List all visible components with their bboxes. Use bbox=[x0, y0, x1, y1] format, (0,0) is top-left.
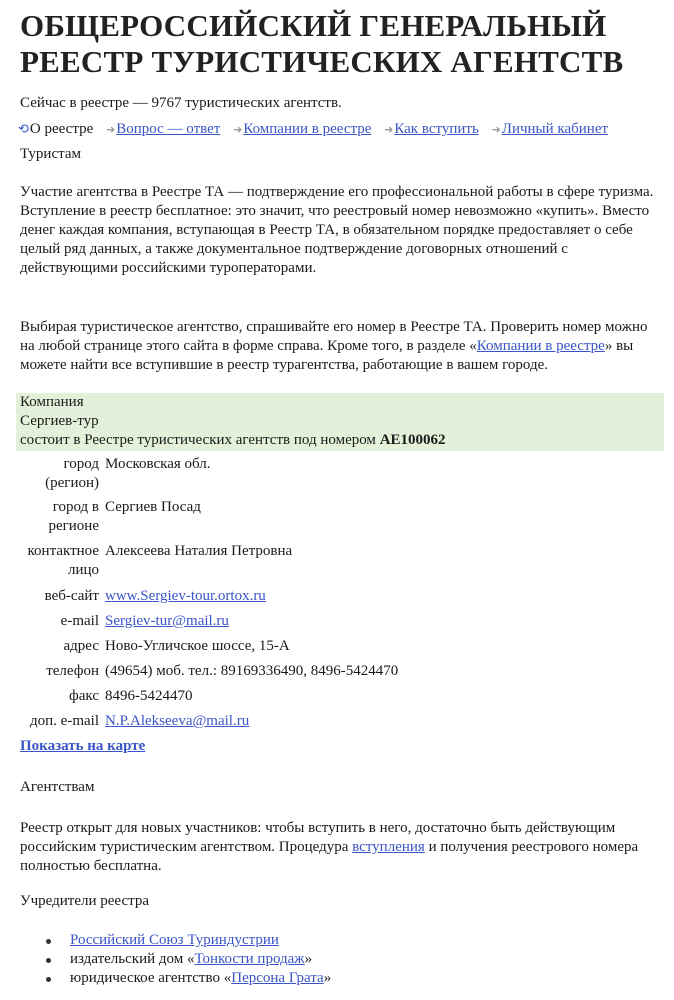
nav-cabinet-link[interactable]: Личный кабинет bbox=[501, 121, 609, 137]
top-nav bbox=[18, 121, 617, 138]
nav-cabinet[interactable] bbox=[492, 121, 608, 138]
list-item bbox=[40, 931, 331, 950]
arrow-right-icon: ➜ bbox=[105, 123, 116, 136]
intro-paragraph: Участие агентства в Реестре ТА — подтверждение его профессиональной работы в сфере туризма. Вступление в реестр бесплатное: это значит, что реестровый номер невозможно «купить». Вместо денег каждая компания, вступающая в Реестр ТА, в обязательном порядке предоставляет о себе целый ряд данных, а также документальное подтверждение договорных отношений с действующими российскими туроператорами. bbox=[20, 184, 654, 276]
arrows-icon: ⟲ bbox=[18, 122, 29, 137]
agencies-paragraph: Реестр открыт для новых участников: чтобы вступить в него, достаточно быть действующим российским туристическим агентством. Процедура вступления и получения реестрового номера полностью бесплатна. bbox=[20, 820, 639, 874]
nav-faq-link[interactable]: Вопрос — ответ bbox=[116, 121, 221, 137]
list-item: юридическое агентство «Персона Грата» bbox=[40, 969, 331, 988]
nav-join-link[interactable]: Как вступить bbox=[394, 121, 479, 137]
page-title: ОБЩЕРОССИЙСКИЙ ГЕНЕРАЛЬНЫЙ РЕЕСТР ТУРИСТИЧЕСКИХ АГЕНТСТВ bbox=[20, 8, 624, 79]
arrow-right-icon: ➜ bbox=[384, 123, 394, 136]
company-status: состоит в Реестре туристических агентств под номером АЕ100062 bbox=[20, 432, 446, 448]
agencies-heading: Агентствам bbox=[20, 779, 95, 795]
founder-link[interactable]: Персона Грата bbox=[231, 970, 324, 986]
nav-companies-link[interactable]: Компании в реестре bbox=[243, 121, 372, 137]
website-link[interactable]: www.Sergiev-tour.ortox.ru bbox=[105, 588, 266, 604]
arrow-right-icon: ➜ bbox=[233, 123, 243, 136]
founder-link[interactable]: Тонкости продаж bbox=[194, 951, 305, 967]
registry-count: Сейчас в реестре — 9767 туристических агентств. bbox=[20, 95, 342, 111]
arrow-right-icon: ➜ bbox=[491, 123, 501, 136]
company-heading: Компания bbox=[20, 394, 84, 410]
show-map-link[interactable]: Показать на карте bbox=[20, 738, 146, 754]
nav-join[interactable] bbox=[384, 121, 479, 138]
companies-link[interactable]: Компании в реестре bbox=[476, 338, 605, 354]
founders-heading: Учредители реестра bbox=[20, 893, 150, 909]
check-paragraph: Выбирая туристическое агентство, спрашивайте его номер в Реестре ТА. Проверить номер можно на любой странице этого сайта в форме справа. Кроме того, в разделе «Компании в реестре» вы можете найти все вступившие в реестр турагентства, работающие в вашем городе. bbox=[20, 319, 648, 373]
registry-number: АЕ100062 bbox=[379, 432, 446, 448]
email-link[interactable]: Sergiev-tur@mail.ru bbox=[105, 613, 229, 629]
extra-email-link[interactable]: N.P.Alekseeva@mail.ru bbox=[105, 713, 250, 729]
nav-about[interactable]: ⟲О реестре bbox=[18, 121, 94, 137]
founder-link[interactable]: Российский Союз Туриндустрии bbox=[70, 932, 279, 948]
company-name: Сергиев-тур bbox=[20, 413, 99, 429]
founders-list bbox=[40, 931, 331, 988]
join-procedure-link[interactable]: вступления bbox=[352, 839, 425, 855]
nav-faq[interactable] bbox=[106, 121, 220, 138]
list-item: издательский дом «Тонкости продаж» bbox=[40, 950, 331, 969]
nav-companies[interactable] bbox=[233, 121, 371, 138]
tourists-heading: Туристам bbox=[20, 146, 81, 162]
